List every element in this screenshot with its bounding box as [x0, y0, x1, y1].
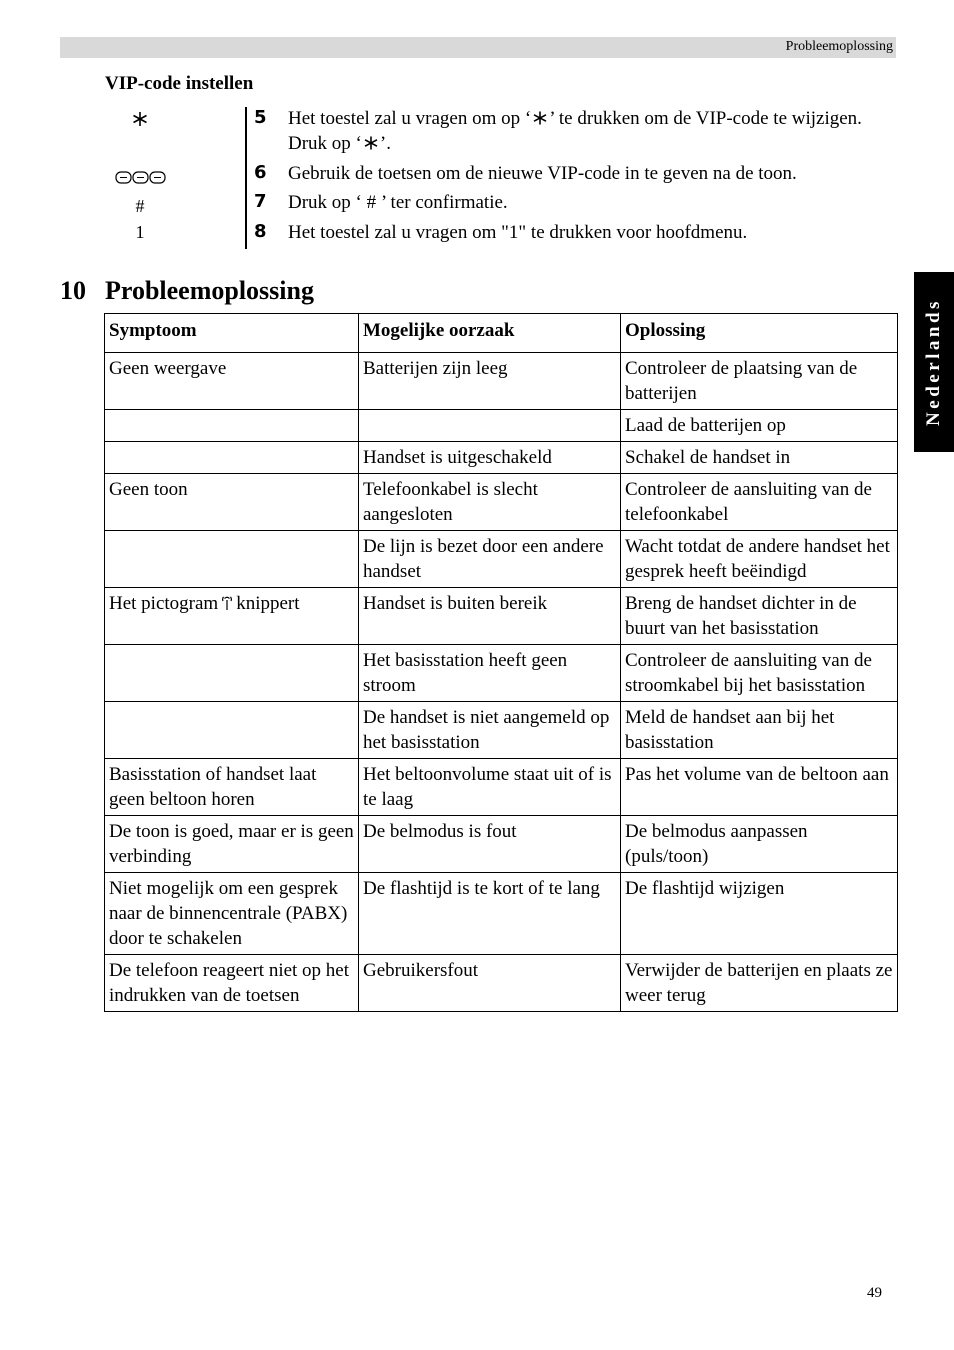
section-heading	[60, 276, 314, 306]
antenna-icon	[221, 593, 233, 618]
step-text-part: Druk op ‘	[288, 133, 362, 154]
step-text: Gebruik de toetsen om de nieuwe VIP-code in te geven na de toon.	[288, 163, 797, 184]
table-cell: Handset is uitgeschakeld	[359, 442, 621, 474]
table-cell: Controleer de aansluiting van de telefoonkabel	[621, 474, 898, 531]
table-cell: De handset is niet aangemeld op het basisstation	[359, 702, 621, 759]
table-cell: Geen toon	[105, 474, 359, 531]
table-cell: Wacht totdat de andere handset het gesprek heeft beëindigd	[621, 531, 898, 588]
table-cell: Gebruikersfout	[359, 955, 621, 1012]
table-cell: Het basisstation heeft geen stroom	[359, 645, 621, 702]
steps-divider	[245, 107, 247, 249]
step-text-part: ’ te drukken om de VIP-code te wijzigen.	[549, 108, 862, 129]
table-cell	[105, 702, 359, 759]
step-number: 6	[254, 162, 267, 183]
table-cell: Niet mogelijk om een gesprek naar de binnencentrale (PABX) door te schakelen	[105, 873, 359, 955]
table-row	[105, 531, 898, 588]
running-header	[60, 37, 896, 58]
running-header-title: Probleemoplossing	[785, 39, 893, 54]
vip-section-title: VIP-code instellen	[105, 73, 254, 94]
step-text: Druk op ‘ # ’ ter confirmatie.	[288, 192, 508, 213]
table-cell	[359, 410, 621, 442]
table-cell	[105, 531, 359, 588]
table-cell	[105, 645, 359, 702]
table-row	[105, 759, 898, 816]
table-row	[105, 588, 898, 645]
star-icon	[532, 110, 548, 126]
table-row	[105, 410, 898, 442]
table-cell: De belmodus aanpassen (puls/toon)	[621, 816, 898, 873]
table-cell: Controleer de aansluiting van de stroomkabel bij het basisstation	[621, 645, 898, 702]
table-cell: Pas het volume van de beltoon aan	[621, 759, 898, 816]
table-header-row	[105, 314, 898, 353]
table-row	[105, 442, 898, 474]
one-key: 1	[135, 222, 145, 242]
table-cell: De belmodus is fout	[359, 816, 621, 873]
table-row	[105, 702, 898, 759]
section-number: 10	[60, 276, 86, 305]
table-cell: Laad de batterijen op	[621, 410, 898, 442]
number-keys-icon	[115, 170, 167, 191]
star-icon	[363, 135, 379, 151]
step-number: 7	[254, 191, 267, 212]
table-cell: De toon is goed, maar er is geen verbinding	[105, 816, 359, 873]
table-row	[105, 474, 898, 531]
section-title: Probleemoplossing	[105, 276, 314, 305]
step-text: Het toestel zal u vragen om "1" te drukken voor hoofdmenu.	[288, 222, 748, 243]
step-number: 5	[254, 107, 267, 128]
symptom-text: Het pictogram	[109, 593, 219, 614]
table-row	[105, 645, 898, 702]
table-cell	[105, 588, 359, 645]
table-cell: Breng de handset dichter in de buurt van het basisstation	[621, 588, 898, 645]
language-tab	[914, 272, 954, 452]
troubleshooting-table	[104, 313, 898, 1012]
table-cell: De flashtijd wijzigen	[621, 873, 898, 955]
header-solution: Oplossing	[621, 314, 898, 353]
table-cell: Batterijen zijn leeg	[359, 353, 621, 410]
table-cell: Schakel de handset in	[621, 442, 898, 474]
step-text-part: Het toestel zal u vragen om op ‘	[288, 108, 532, 129]
table-row	[105, 873, 898, 955]
table-cell: Telefoonkabel is slecht aangesloten	[359, 474, 621, 531]
table-cell: De flashtijd is te kort of te lang	[359, 873, 621, 955]
table-cell: Controleer de plaatsing van de batterijen	[621, 353, 898, 410]
table-cell: Geen weergave	[105, 353, 359, 410]
table-row	[105, 816, 898, 873]
table-cell: Verwijder de batterijen en plaats ze weer terug	[621, 955, 898, 1012]
step-number: 8	[254, 221, 267, 242]
table-cell: Handset is buiten bereik	[359, 588, 621, 645]
page-number: 49	[867, 1285, 882, 1301]
step-text-part: ’.	[379, 133, 391, 154]
header-symptom: Symptoom	[105, 314, 359, 353]
table-row	[105, 955, 898, 1012]
language-tab-label: Nederlands	[923, 298, 944, 426]
header-cause: Mogelijke oorzaak	[359, 314, 621, 353]
table-row	[105, 353, 898, 410]
table-cell: De telefoon reageert niet op het indrukken van de toetsen	[105, 955, 359, 1012]
table-cell	[105, 442, 359, 474]
step-text	[288, 106, 888, 156]
symptom-text-suffix: knippert	[236, 593, 300, 614]
table-cell: Basisstation of handset laat geen beltoon horen	[105, 759, 359, 816]
table-cell: Meld de handset aan bij het basisstation	[621, 702, 898, 759]
hash-key: #	[135, 196, 145, 216]
table-cell: Het beltoonvolume staat uit of is te laag	[359, 759, 621, 816]
table-cell: De lijn is bezet door een andere handset	[359, 531, 621, 588]
star-key-icon	[100, 108, 180, 130]
table-cell	[105, 410, 359, 442]
